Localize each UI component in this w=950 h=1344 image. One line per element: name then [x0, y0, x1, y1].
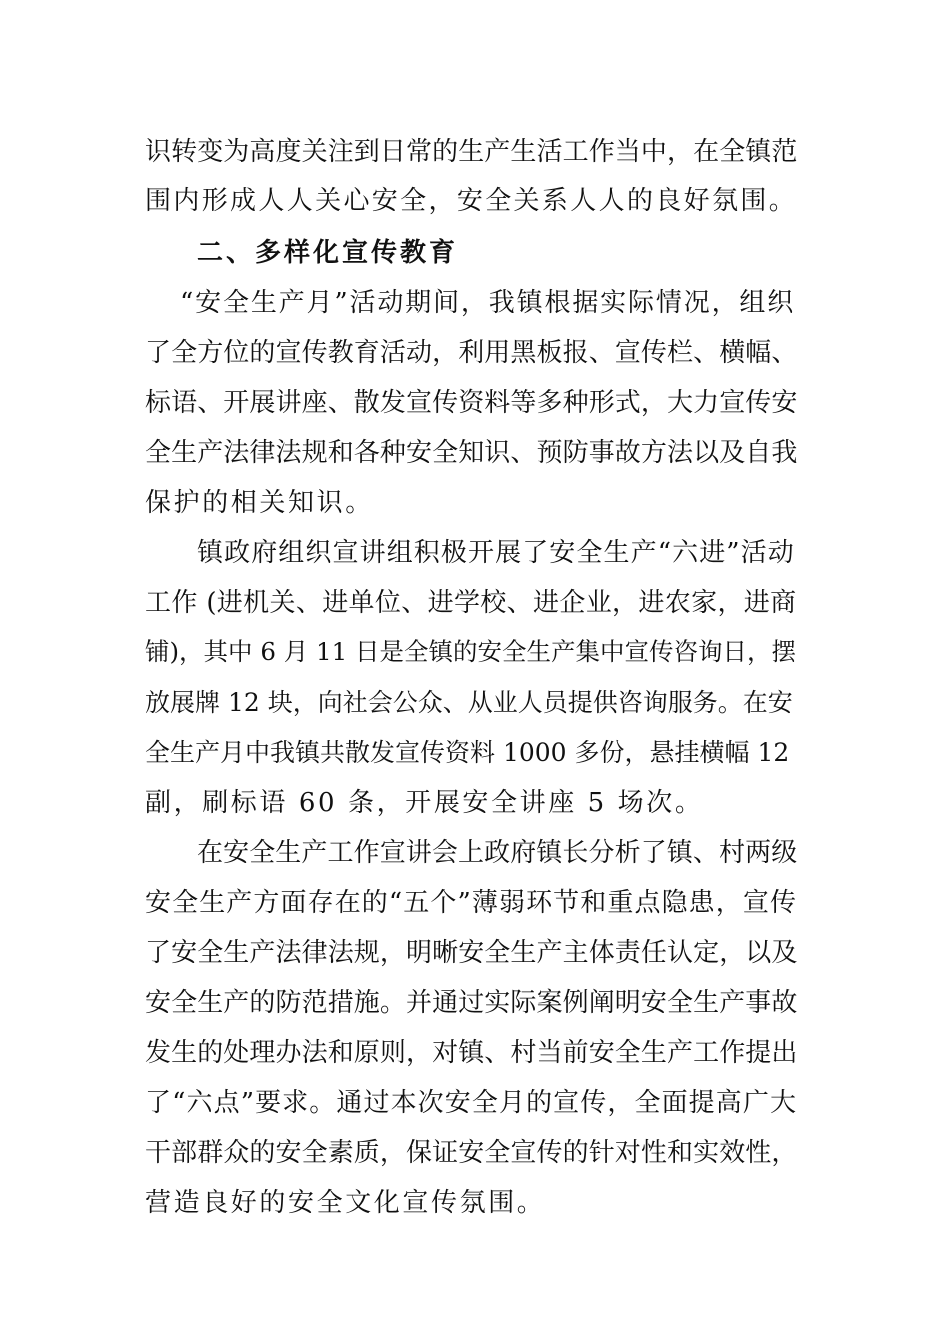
- paragraph-line: 放展牌 12 块，向社会公众、从业人员提供咨询服务。在安: [145, 688, 793, 717]
- paragraph-line: 保护的相关知识。: [145, 488, 374, 518]
- paragraph-line: 安全生产的防范措施。并通过实际案例阐明安全生产事故: [145, 988, 798, 1018]
- paragraph-line: 工作 (进机关、进单位、进学校、进企业，进农家，进商: [145, 588, 797, 618]
- paragraph-line: 了安全生产法律法规，明晰安全生产主体责任认定，以及: [145, 938, 798, 968]
- paragraph-line: 识转变为高度关注到日常的生产生活工作当中，在全镇范: [145, 137, 798, 167]
- paragraph-line: 围内形成人人关心安全，安全关系人人的良好氛围。: [145, 186, 798, 216]
- paragraph-line: 安全生产方面存在的“五个”薄弱环节和重点隐患，宣传: [145, 888, 798, 918]
- paragraph-line: 发生的处理办法和原则，对镇、村当前安全生产工作提出: [145, 1038, 798, 1068]
- paragraph-line: 全生产月中我镇共散发宣传资料 1000 多份，悬挂横幅 12: [145, 738, 790, 767]
- paragraph-line: 全生产法律法规和各种安全知识、预防事故方法以及自我: [145, 438, 798, 468]
- paragraph-line: 干部群众的安全素质，保证安全宣传的针对性和实效性，: [145, 1138, 798, 1168]
- paragraph-line: 营造良好的安全文化宣传氛围。: [145, 1188, 546, 1218]
- paragraph-line: 标语、开展讲座、散发宣传资料等多种形式，大力宣传安: [145, 388, 798, 418]
- paragraph-line: 铺)，其中 6 月 11 日是全镇的安全生产集中宣传咨询日，摆: [145, 637, 796, 666]
- paragraph-line: 了“六点”要求。通过本次安全月的宣传，全面提高广大: [145, 1088, 798, 1118]
- section-heading: 二、多样化宣传教育: [197, 238, 459, 268]
- paragraph-line: 在安全生产工作宣讲会上政府镇长分析了镇、村两级: [197, 838, 798, 868]
- paragraph-line: 了全方位的宣传教育活动，利用黑板报、宣传栏、横幅、: [145, 338, 798, 368]
- paragraph-line: 镇政府组织宣讲组积极开展了安全生产“六进”活动: [197, 538, 795, 568]
- paragraph-line: 副，刷标语 60 条，开展安全讲座 5 场次。: [145, 788, 704, 818]
- paragraph-line: “安全生产月”活动期间，我镇根据实际情况，组织: [180, 288, 796, 318]
